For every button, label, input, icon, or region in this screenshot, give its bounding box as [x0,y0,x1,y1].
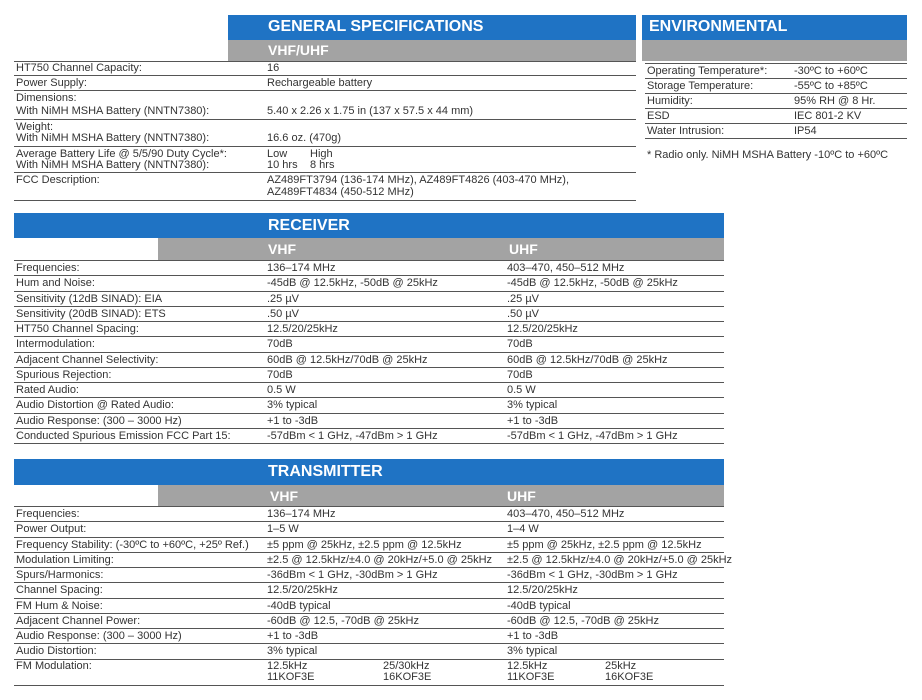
env-row-label: Humidity: [647,95,693,107]
row-vhf-value: ±5 ppm @ 25kHz, ±2.5 ppm @ 12.5kHz [267,538,462,551]
row-label: Spurious Rejection: [16,368,112,381]
row-vhf-value: -40dB typical [267,599,331,612]
general-row-label: FCC Description: [16,174,100,186]
row-label: Power Output: [16,523,87,536]
row-uhf-value: .25 µV [507,292,540,305]
row-label: Intermodulation: [16,338,95,351]
receiver-row [14,429,724,444]
receiver-row [14,383,724,398]
transmitter-row [14,629,724,644]
row-uhf-value: -40dB typical [507,599,571,612]
transmitter-row [14,568,724,583]
receiver-row [14,276,724,291]
transmitter-row [14,522,724,537]
env-row-operating-temp [645,64,907,79]
environmental-header [642,15,907,40]
transmitter-row [14,553,733,568]
row-vhf-value: ±2.5 @ 12.5kHz/±4.0 @ 20kHz/+5.0 @ 25kHz [267,553,493,566]
transmitter-row [14,583,724,598]
general-specs-subheader [228,40,636,61]
general-row-value: 5.40 x 2.26 x 1.75 in (137 x 57.5 x 44 mm) [267,105,474,117]
general-row-label-sub: With NiMH MSHA Battery (NNTN7380): [16,105,210,117]
fm-mod-vhf-a-bandwidth: 12.5kHz [267,660,308,672]
row-vhf-value: -36dBm < 1 GHz, -30dBm > 1 GHz [267,569,438,581]
row-vhf-value: -60dB @ 12.5, -70dB @ 25kHz [267,614,419,627]
tx-row-label: FM Modulation: [16,660,92,672]
row-uhf-value: ±2.5 @ 12.5kHz/±4.0 @ 20kHz/+5.0 @ 25kHz [507,553,733,566]
receiver-row [14,353,724,368]
row-uhf-value: 1–4 W [507,523,539,536]
fm-mod-vhf-a-emission: 11KOF3E [267,671,315,683]
receiver-row [14,368,724,383]
transmitter-row [14,644,724,659]
row-label: Rated Audio: [16,384,79,396]
row-label: FM Hum & Noise: [16,599,103,612]
row-vhf-value: .25 µV [267,292,300,305]
row-label: Channel Spacing: [16,584,103,597]
row-uhf-value: 3% typical [507,399,558,412]
row-label: HT750 Channel Spacing: [16,323,139,335]
receiver-row [14,398,724,413]
row-uhf-value: -60dB @ 12.5, -70dB @ 25kHz [507,614,659,627]
receiver-col-uhf: UHF [509,241,538,257]
general-row-capacity [14,62,636,76]
env-row-value: -30ºC to +60ºC [794,65,868,77]
row-uhf-value: 403–470, 450–512 MHz [507,508,625,520]
transmitter-col-vhf: VHF [270,488,298,504]
general-row-value: Rechargeable battery [267,77,373,89]
row-label: Adjacent Channel Power: [16,614,141,627]
general-row-power-supply [14,76,636,91]
receiver-row [14,337,724,352]
transmitter-title: TRANSMITTER [268,463,383,480]
row-vhf-value: 12.5/20/25kHz [267,323,338,335]
row-vhf-value: +1 to -3dB [267,414,319,427]
general-row-label: Weight: [16,121,54,133]
environmental-title: ENVIRONMENTAL [649,18,788,35]
row-label: Audio Response: (300 – 3000 Hz) [16,414,182,427]
general-row-value: 16.6 oz. (470g) [267,132,341,144]
row-label: Sensitivity (12dB SINAD): EIA [16,292,163,305]
row-uhf-value: 70dB [507,368,533,381]
general-row-weight [14,120,636,147]
env-row-value: IP54 [794,125,817,137]
general-specs-title: GENERAL SPECIFICATIONS [268,18,484,35]
row-uhf-value: 403–470, 450–512 MHz [507,262,625,274]
transmitter-row [14,614,724,629]
general-specs-header [228,15,636,40]
row-vhf-value: .50 µV [267,307,300,320]
general-row-value: 16 [267,62,280,74]
transmitter-row [14,599,724,614]
row-label: Frequencies: [16,508,80,520]
env-row-humidity [645,94,907,109]
receiver-header-band [14,213,724,238]
receiver-row [14,292,724,307]
receiver-row [14,414,724,429]
fm-mod-uhf-b-emission: 16KOF3E [605,671,654,683]
fm-mod-vhf-b-bandwidth: 25/30kHz [383,660,430,672]
row-vhf-value: 12.5/20/25kHz [267,584,338,597]
row-vhf-value: 136–174 MHz [267,508,336,520]
env-row-esd [645,109,907,124]
row-label: Audio Distortion @ Rated Audio: [16,399,174,412]
environmental-footnote: * Radio only. NiMH MSHA Battery -10ºC to +60ºC [647,149,889,161]
receiver-row [14,261,724,276]
row-uhf-value: -45dB @ 12.5kHz, -50dB @ 25kHz [507,277,678,290]
general-row-label: Dimensions: [16,92,77,104]
receiver-column-header [158,238,724,260]
general-row-label: Average Battery Life @ 5/5/90 Duty Cycle*: [16,148,227,160]
env-row-label: Storage Temperature: [647,80,754,92]
env-row-value: -55ºC to +85ºC [794,80,868,92]
receiver-title: RECEIVER [268,217,350,234]
transmitter-column-header [158,485,724,506]
row-vhf-value: -45dB @ 12.5kHz, -50dB @ 25kHz [267,277,438,290]
row-vhf-value: 70dB [267,368,293,381]
battery-high-heading: High [310,148,333,160]
env-row-storage-temp [645,79,907,94]
battery-low-value: 10 hrs [267,159,298,171]
row-vhf-value: 1–5 W [267,523,299,536]
row-label: Spurs/Harmonics: [16,569,104,581]
row-uhf-value: +1 to -3dB [507,630,559,642]
row-label: Conducted Spurious Emission FCC Part 15: [16,429,231,442]
row-uhf-value: 12.5/20/25kHz [507,323,578,335]
row-label: Frequencies: [16,262,80,274]
row-uhf-value: -36dBm < 1 GHz, -30dBm > 1 GHz [507,569,678,581]
receiver-col-vhf: VHF [268,241,296,257]
environmental-subheader [642,40,907,61]
row-vhf-value: 136–174 MHz [267,262,336,274]
row-uhf-value: -57dBm < 1 GHz, -47dBm > 1 GHz [507,429,678,442]
general-row-battery-life [14,147,636,173]
general-row-dimensions [14,91,636,120]
row-label: Audio Distortion: [16,645,97,658]
env-row-label: Operating Temperature*: [647,65,768,77]
row-vhf-value: 60dB @ 12.5kHz/70dB @ 25kHz [267,353,428,366]
env-row-value: 95% RH @ 8 Hr. [794,95,876,107]
row-vhf-value: 0.5 W [267,384,296,396]
battery-low-heading: Low [267,148,288,160]
fm-mod-uhf-a-bandwidth: 12.5kHz [507,660,548,672]
fm-mod-uhf-a-emission: 11KOF3E [507,671,555,683]
row-uhf-value: ±5 ppm @ 25kHz, ±2.5 ppm @ 12.5kHz [507,538,702,551]
receiver-row [14,307,724,322]
row-uhf-value: 60dB @ 12.5kHz/70dB @ 25kHz [507,353,668,366]
row-label: Modulation Limiting: [16,553,114,566]
fm-mod-vhf-b-emission: 16KOF3E [383,671,432,683]
general-row-value: AZ489FT3794 (136-174 MHz), AZ489FT4826 (403-470 MHz), [267,174,570,186]
transmitter-row-fm-modulation [14,659,724,686]
env-row-water-intrusion [645,124,907,139]
row-uhf-value: +1 to -3dB [507,414,559,427]
transmitter-header-band [14,459,724,485]
row-vhf-value: -57dBm < 1 GHz, -47dBm > 1 GHz [267,429,438,442]
row-label: Audio Response: (300 – 3000 Hz) [16,630,182,642]
general-specs-subheader-label: VHF/UHF [268,42,329,58]
env-row-value: IEC 801-2 KV [794,110,862,122]
row-uhf-value: 0.5 W [507,384,536,396]
row-label: Hum and Noise: [16,277,95,290]
row-vhf-value: +1 to -3dB [267,630,319,642]
env-row-label: ESD [647,110,670,122]
general-row-label: Power Supply: [16,77,87,89]
row-uhf-value: 12.5/20/25kHz [507,584,578,597]
row-label: Frequency Stability: (-30ºC to +60ºC, +25º Ref.) [16,538,249,551]
env-row-label: Water Intrusion: [647,125,725,137]
row-label: Sensitivity (20dB SINAD): ETS [16,307,166,320]
receiver-row [14,322,724,337]
row-vhf-value: 70dB [267,338,293,351]
row-uhf-value: .50 µV [507,307,540,320]
general-row-label-sub: With NiMH MSHA Battery (NNTN7380): [16,159,210,171]
general-row-label: HT750 Channel Capacity: [16,62,142,74]
general-row-value-cont: AZ489FT4834 (450-512 MHz) [267,186,414,198]
transmitter-row [14,538,724,553]
row-uhf-value: 70dB [507,338,533,351]
row-vhf-value: 3% typical [267,399,318,412]
row-uhf-value: 3% typical [507,645,558,658]
row-vhf-value: 3% typical [267,645,318,658]
battery-high-value: 8 hrs [310,159,335,171]
row-label: Adjacent Channel Selectivity: [16,353,159,366]
general-row-label-sub: With NiMH MSHA Battery (NNTN7380): [16,132,210,144]
transmitter-col-uhf: UHF [507,488,536,504]
transmitter-row [14,507,724,522]
general-row-fcc [14,173,636,201]
fm-mod-uhf-b-bandwidth: 25kHz [605,660,637,672]
